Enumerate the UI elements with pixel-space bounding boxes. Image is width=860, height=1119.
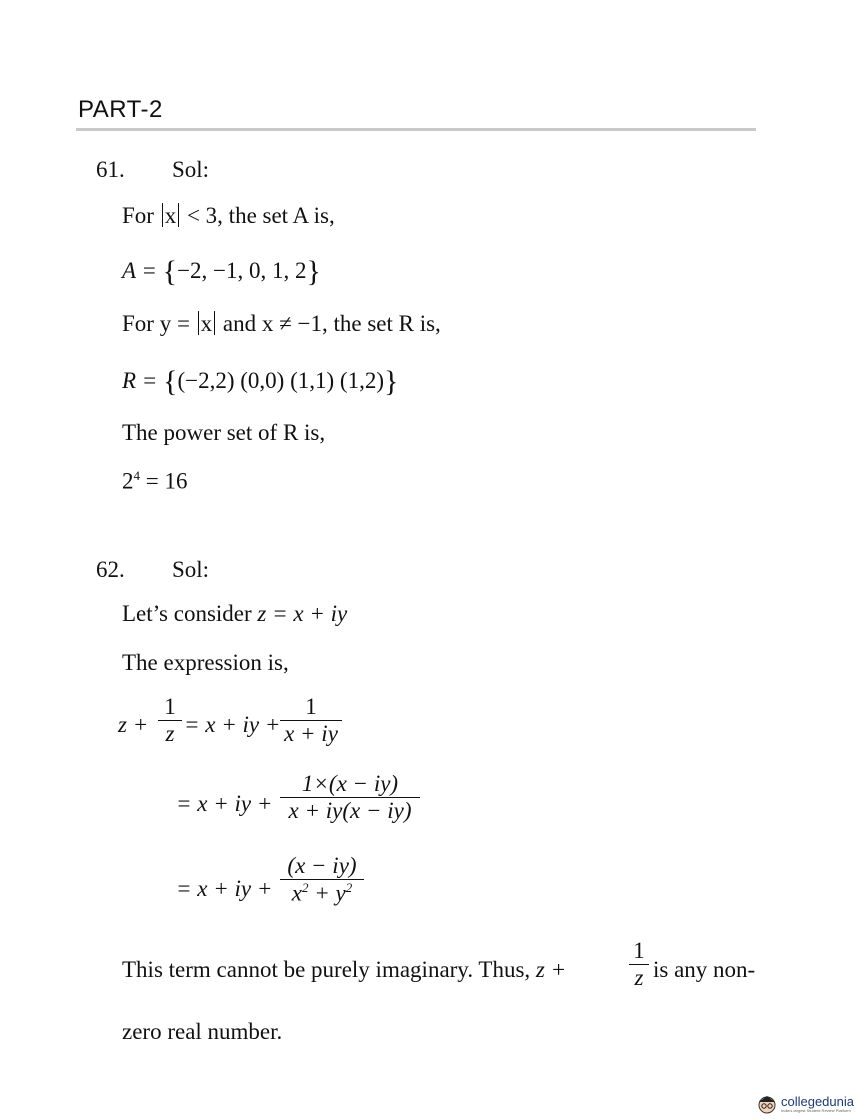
set-a-lhs: A =	[122, 258, 157, 283]
q61-relation-x: x	[200, 311, 213, 336]
conclusion-text: This term cannot be purely imaginary. Thus,	[122, 957, 531, 982]
denominator-x-exp: 2	[301, 880, 309, 895]
eq1-fraction-1	[158, 694, 182, 747]
fraction-denominator: x + iy(x − iy)	[288, 798, 412, 823]
q62-consider-math: z = x + iy	[257, 601, 348, 626]
set-r-lhs: R =	[122, 368, 158, 393]
fraction-numerator: (x − iy)	[287, 853, 357, 878]
power-result: = 16	[140, 468, 188, 494]
fraction-numerator: 1	[633, 938, 645, 963]
q62-consider-text: Let’s consider	[122, 601, 252, 626]
eq2-lhs: = x + iy +	[176, 791, 273, 816]
q61-condition-rest: < 3, the set A is,	[186, 203, 335, 228]
eq3-lhs: = x + iy +	[176, 876, 273, 901]
abs-bar-left	[198, 311, 199, 335]
denominator-x: x	[291, 880, 302, 906]
brace-open: {	[163, 365, 178, 398]
fraction-denominator: z	[634, 965, 644, 990]
question-number-61: 61.	[96, 157, 125, 182]
power-set-result	[122, 468, 187, 495]
conclusion-text-end: is any non-	[653, 957, 756, 982]
conclusion-fraction	[629, 938, 649, 991]
q62-expression-text: The expression is,	[122, 650, 289, 675]
brace-close: }	[383, 365, 399, 398]
eq3-fraction	[280, 853, 364, 907]
fraction-numerator: 1	[164, 694, 176, 719]
power-base: 2	[122, 468, 134, 494]
conclusion-line-1	[122, 957, 566, 983]
mascot-icon	[756, 1093, 778, 1115]
logo-tagline: India's largest Student Review Platform	[780, 1108, 851, 1113]
denominator-plus-y: + y	[308, 880, 346, 906]
brace-open: {	[162, 255, 178, 288]
eq1-middle: = x + iy +	[184, 712, 281, 737]
conclusion-z: z +	[535, 957, 567, 982]
eq1-lhs: z +	[118, 712, 149, 737]
power-set-text: The power set of R is,	[122, 420, 326, 445]
abs-bar-right	[178, 203, 179, 227]
q61-relation-post: and x ≠ −1, the set R is,	[222, 311, 441, 336]
q61-relation-line	[122, 311, 441, 337]
logo-brand-text: collegedunia	[780, 1094, 854, 1109]
page-title: PART-2	[78, 96, 163, 123]
fraction-denominator	[280, 880, 364, 907]
q62-consider-line	[122, 601, 347, 627]
set-r-equation	[122, 365, 398, 399]
fraction-numerator: 1×(x − iy)	[301, 771, 399, 796]
set-r-body: (−2,2) (0,0) (1,1) (1,2)	[177, 368, 384, 393]
title-divider	[76, 128, 756, 131]
solution-label-62: Sol:	[172, 557, 210, 582]
eq2-fraction	[280, 771, 420, 824]
power-exponent: 4	[133, 468, 140, 483]
set-a-equation	[122, 255, 321, 289]
q61-relation-pre: For y =	[122, 311, 190, 336]
q61-for-text: For	[122, 203, 154, 228]
q61-x-var: x	[164, 203, 177, 228]
solution-label-61: Sol:	[172, 157, 210, 182]
abs-bar-left	[162, 203, 163, 227]
fraction-numerator: 1	[305, 694, 317, 719]
question-number-62: 62.	[96, 557, 125, 582]
fraction-denominator: x + iy	[284, 721, 338, 746]
denominator-y-exp: 2	[345, 880, 353, 895]
q61-condition-line	[122, 203, 335, 229]
brace-close: }	[306, 255, 321, 288]
abs-bar-right	[214, 311, 215, 335]
fraction-denominator: z	[165, 721, 175, 746]
eq1-fraction-2	[280, 694, 342, 747]
collegedunia-logo	[756, 1093, 854, 1115]
set-a-body: −2, −1, 0, 1, 2	[177, 258, 307, 283]
conclusion-line-2: zero real number.	[122, 1019, 283, 1044]
